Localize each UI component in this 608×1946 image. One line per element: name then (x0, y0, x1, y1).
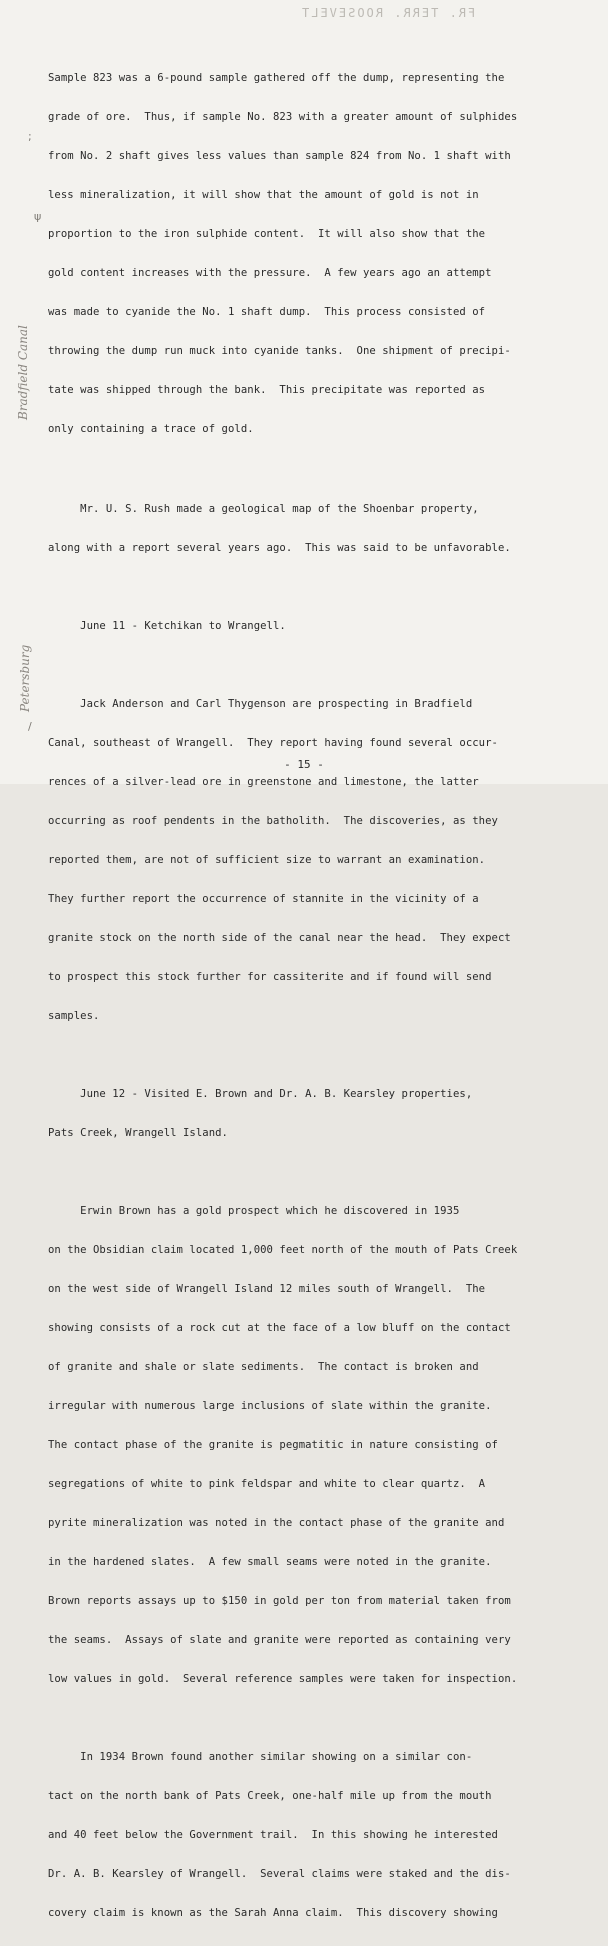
text-line: throwing the dump run muck into cyanide tanks. One shipment of precipi- (48, 345, 511, 357)
text-line: proportion to the iron sulphide content. It will also show that the (48, 228, 486, 240)
text-line: low values in gold. Several reference samples were taken for inspection. (48, 1673, 518, 1685)
text-line: granite stock on the north side of the canal near the head. They expect (48, 932, 511, 944)
text-line: The contact phase of the granite is pegmatitic in nature consisting of (48, 1439, 498, 1451)
paragraph-erwin-brown (48, 1179, 558, 1712)
paragraph-1934-showing (48, 1725, 558, 1946)
text-line: Dr. A. B. Kearsley of Wrangell. Several claims were staked and the dis- (48, 1868, 511, 1880)
text-line: Mr. U. S. Rush made a geological map of the Shoenbar property, (48, 503, 479, 515)
text-line: In 1934 Brown found another similar showing on a similar con- (48, 1751, 473, 1763)
text-line: the seams. Assays of slate and granite were reported as containing very (48, 1634, 511, 1646)
text-line: Canal, southeast of Wrangell. They report having found several occur- (48, 737, 498, 749)
text-line: along with a report several years ago. This was said to be unfavorable. (48, 542, 511, 554)
margin-note-petersburg: Petersburg (18, 644, 32, 712)
text-line: Jack Anderson and Carl Thygenson are prospecting in Bradfield (48, 698, 473, 710)
page-number: - 15 - (284, 758, 324, 771)
text-line: only containing a trace of gold. (48, 423, 254, 435)
text-line: segregations of white to pink feldspar and white to clear quartz. A (48, 1478, 486, 1490)
margin-tick-mark: ; (28, 130, 32, 143)
text-line: was made to cyanide the No. 1 shaft dump. This process consisted of (48, 306, 486, 318)
date-heading-june-12 (48, 1062, 558, 1166)
date-heading-june-11 (48, 594, 558, 659)
text-line: tact on the north bank of Pats Creek, one-half mile up from the mouth (48, 1790, 492, 1802)
text-line: from No. 2 shaft gives less values than sample 824 from No. 1 shaft with (48, 150, 511, 162)
margin-tick-mark: / (28, 720, 32, 733)
text-line: covery claim is known as the Sarah Anna claim. This discovery showing (48, 1907, 498, 1919)
text-line: irregular with numerous large inclusions of slate within the granite. (48, 1400, 492, 1412)
text-line: occurring as roof pendents in the batholith. The discoveries, as they (48, 815, 498, 827)
header-bleed-through: FR. TERR. ROOSEVELT (300, 6, 476, 20)
text-line: of granite and shale or slate sediments. The contact is broken and (48, 1361, 479, 1373)
text-line: Erwin Brown has a gold prospect which he discovered in 1935 (48, 1205, 460, 1217)
margin-note-bradfield: Bradfield Canal (16, 325, 30, 420)
text-line: gold content increases with the pressure. A few years ago an attempt (48, 267, 492, 279)
text-line: June 11 - Ketchikan to Wrangell. (48, 620, 286, 632)
text-line: and 40 feet below the Government trail. In this showing he interested (48, 1829, 498, 1841)
text-line: Pats Creek, Wrangell Island. (48, 1127, 228, 1139)
text-line: Brown reports assays up to $150 in gold per ton from material taken from (48, 1595, 511, 1607)
text-line: less mineralization, it will show that the amount of gold is not in (48, 189, 479, 201)
paragraph-rush-map (48, 477, 558, 581)
text-line: June 12 - Visited E. Brown and Dr. A. B. Kearsley properties, (48, 1088, 473, 1100)
text-line: in the hardened slates. A few small seams were noted in the granite. (48, 1556, 492, 1568)
text-line: grade of ore. Thus, if sample No. 823 with a greater amount of sulphides (48, 111, 518, 123)
text-line: rences of a silver-lead ore in greenstone and limestone, the latter (48, 776, 479, 788)
body-text (48, 46, 558, 1946)
text-line: on the Obsidian claim located 1,000 feet north of the mouth of Pats Creek (48, 1244, 518, 1256)
paragraph-sample-823 (48, 46, 558, 462)
text-line: Sample 823 was a 6-pound sample gathered off the dump, representing the (48, 72, 505, 84)
text-line: samples. (48, 1010, 100, 1022)
text-line: They further report the occurrence of stannite in the vicinity of a (48, 893, 479, 905)
text-line: showing consists of a rock cut at the face of a low bluff on the contact (48, 1322, 511, 1334)
text-line: pyrite mineralization was noted in the contact phase of the granite and (48, 1517, 505, 1529)
text-line: to prospect this stock further for cassiterite and if found will send (48, 971, 492, 983)
text-line: tate was shipped through the bank. This precipitate was reported as (48, 384, 486, 396)
margin-tick-mark: ψ (34, 210, 42, 223)
text-line: on the west side of Wrangell Island 12 miles south of Wrangell. The (48, 1283, 486, 1295)
text-line: reported them, are not of sufficient size to warrant an examination. (48, 854, 486, 866)
paragraph-anderson-thygenson (48, 672, 558, 1049)
